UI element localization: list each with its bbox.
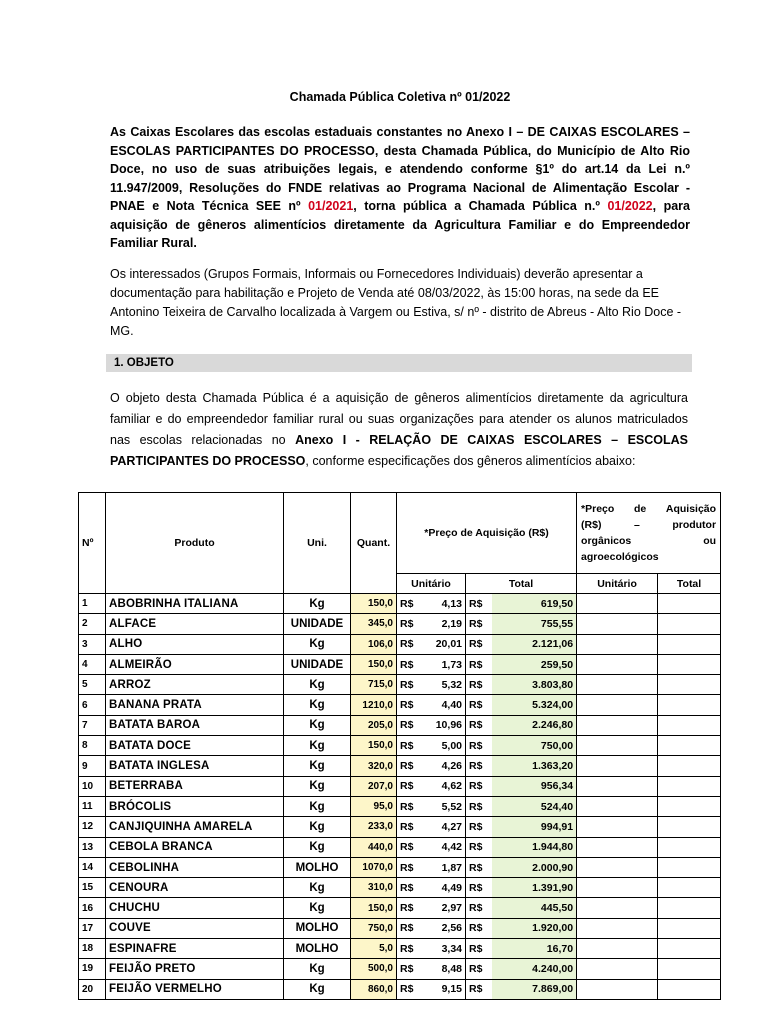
row-quantity: 233,0 — [351, 817, 397, 837]
row-total-organic — [658, 878, 721, 898]
row-number: 8 — [79, 736, 106, 756]
row-total: 2.121,06 — [492, 634, 577, 654]
row-unit: Kg — [284, 959, 351, 979]
row-unit-price-organic — [577, 675, 658, 695]
row-total: 3.803,80 — [492, 675, 577, 695]
row-unit-price-organic — [577, 614, 658, 634]
row-currency: R$ — [466, 898, 492, 918]
row-unit-price-organic — [577, 817, 658, 837]
row-unit: Kg — [284, 776, 351, 796]
row-product: ABOBRINHA ITALIANA — [106, 594, 284, 614]
row-unit-price: 1,87 — [423, 857, 466, 877]
row-currency: R$ — [397, 715, 423, 735]
row-quantity: 205,0 — [351, 715, 397, 735]
row-currency: R$ — [397, 857, 423, 877]
row-quantity: 150,0 — [351, 594, 397, 614]
row-number: 1 — [79, 594, 106, 614]
row-quantity: 150,0 — [351, 654, 397, 674]
row-number: 6 — [79, 695, 106, 715]
row-unit-price-organic — [577, 756, 658, 776]
row-currency: R$ — [397, 817, 423, 837]
row-unit-price-organic — [577, 776, 658, 796]
row-quantity: 207,0 — [351, 776, 397, 796]
row-total: 4.240,00 — [492, 959, 577, 979]
header-quantity: Quant. — [351, 493, 397, 594]
row-currency: R$ — [397, 675, 423, 695]
row-currency: R$ — [397, 654, 423, 674]
row-currency: R$ — [397, 695, 423, 715]
row-product: ARROZ — [106, 675, 284, 695]
table-row — [79, 979, 721, 999]
row-currency: R$ — [466, 939, 492, 959]
row-currency: R$ — [466, 715, 492, 735]
row-unit-price: 4,62 — [423, 776, 466, 796]
row-unit: Kg — [284, 837, 351, 857]
row-product: ALMEIRÃO — [106, 654, 284, 674]
row-product: CHUCHU — [106, 898, 284, 918]
row-quantity: 715,0 — [351, 675, 397, 695]
row-quantity: 5,0 — [351, 939, 397, 959]
row-number: 5 — [79, 675, 106, 695]
row-product: BATATA INGLESA — [106, 756, 284, 776]
row-currency: R$ — [397, 776, 423, 796]
row-currency: R$ — [397, 979, 423, 999]
row-unit: Kg — [284, 898, 351, 918]
row-number: 9 — [79, 756, 106, 776]
row-total-organic — [658, 776, 721, 796]
row-currency: R$ — [397, 594, 423, 614]
row-quantity: 320,0 — [351, 756, 397, 776]
row-unit-price: 5,52 — [423, 796, 466, 816]
table-row — [79, 634, 721, 654]
org-word: agroecológicos — [581, 551, 659, 563]
row-product: ESPINAFRE — [106, 939, 284, 959]
row-unit-price: 2,19 — [423, 614, 466, 634]
row-unit: Kg — [284, 594, 351, 614]
row-unit-price: 2,56 — [423, 918, 466, 938]
row-unit-price-organic — [577, 857, 658, 877]
table-row — [79, 736, 721, 756]
row-number: 20 — [79, 979, 106, 999]
row-quantity: 1210,0 — [351, 695, 397, 715]
row-unit-price-organic — [577, 695, 658, 715]
table-row — [79, 796, 721, 816]
row-currency: R$ — [466, 918, 492, 938]
row-unit: Kg — [284, 715, 351, 735]
table-row — [79, 918, 721, 938]
row-total-organic — [658, 796, 721, 816]
row-product: ALFACE — [106, 614, 284, 634]
row-product: BATATA DOCE — [106, 736, 284, 756]
row-number: 15 — [79, 878, 106, 898]
row-unit: Kg — [284, 756, 351, 776]
row-unit-price-organic — [577, 736, 658, 756]
header-unit-price-organic: Unitário — [577, 574, 658, 594]
table-row — [79, 756, 721, 776]
row-quantity: 95,0 — [351, 796, 397, 816]
row-product: CANJIQUINHA AMARELA — [106, 817, 284, 837]
row-total: 956,34 — [492, 776, 577, 796]
row-number: 11 — [79, 796, 106, 816]
org-word: – — [633, 519, 640, 531]
row-currency: R$ — [397, 939, 423, 959]
row-unit: Kg — [284, 796, 351, 816]
row-currency: R$ — [466, 837, 492, 857]
row-number: 18 — [79, 939, 106, 959]
row-product: BATATA BAROA — [106, 715, 284, 735]
object-annex-ref: Anexo I - RELAÇÃO DE CAIXAS ESCOLARES – ESCOLAS PARTICIPANTES DO PROCESSO — [110, 433, 688, 468]
row-unit-price: 4,40 — [423, 695, 466, 715]
object-text-1: O objeto desta Chamada Pública é a aquisição de gêneros alimentícios diretamente da agricultura familiar e do empreendedor familiar rural ou suas organizações para atender os alunos matriculados nas escolas relacionadas no — [110, 391, 688, 447]
row-unit: MOLHO — [284, 857, 351, 877]
row-currency: R$ — [466, 654, 492, 674]
row-total-organic — [658, 898, 721, 918]
row-currency: R$ — [466, 817, 492, 837]
row-total-organic — [658, 594, 721, 614]
org-word: Aquisição — [665, 503, 717, 515]
row-total: 1.920,00 — [492, 918, 577, 938]
row-unit: Kg — [284, 634, 351, 654]
org-word: orgânicos — [581, 535, 632, 547]
row-quantity: 310,0 — [351, 878, 397, 898]
row-total: 259,50 — [492, 654, 577, 674]
row-unit: Kg — [284, 675, 351, 695]
row-currency: R$ — [466, 634, 492, 654]
intro-ref-2: 01/2022 — [607, 199, 653, 213]
row-total: 1.944,80 — [492, 837, 577, 857]
table-row — [79, 817, 721, 837]
row-unit-price: 9,15 — [423, 979, 466, 999]
row-currency: R$ — [397, 918, 423, 938]
row-unit-price: 4,13 — [423, 594, 466, 614]
row-quantity: 500,0 — [351, 959, 397, 979]
row-total-organic — [658, 634, 721, 654]
row-unit-price-organic — [577, 959, 658, 979]
table-row — [79, 878, 721, 898]
row-number: 13 — [79, 837, 106, 857]
row-total-organic — [658, 675, 721, 695]
header-unit: Uni. — [284, 493, 351, 594]
org-word: produtor — [672, 519, 717, 531]
row-product: CEBOLA BRANCA — [106, 837, 284, 857]
intro-paragraph — [110, 123, 690, 253]
row-currency: R$ — [397, 959, 423, 979]
row-unit-price-organic — [577, 878, 658, 898]
row-currency: R$ — [466, 756, 492, 776]
header-unit-price: Unitário — [397, 574, 466, 594]
row-quantity: 1070,0 — [351, 857, 397, 877]
row-product: ALHO — [106, 634, 284, 654]
row-number: 2 — [79, 614, 106, 634]
row-quantity: 860,0 — [351, 979, 397, 999]
org-word: *Preço — [581, 503, 615, 515]
row-total-organic — [658, 837, 721, 857]
row-unit-price: 4,26 — [423, 756, 466, 776]
table-row — [79, 837, 721, 857]
row-unit-price-organic — [577, 796, 658, 816]
row-quantity: 750,0 — [351, 918, 397, 938]
header-total: Total — [466, 574, 577, 594]
row-total: 16,70 — [492, 939, 577, 959]
row-quantity: 345,0 — [351, 614, 397, 634]
table-body — [79, 594, 721, 1000]
row-product: FEIJÃO VERMELHO — [106, 979, 284, 999]
header-price-organic — [577, 493, 721, 574]
row-number: 3 — [79, 634, 106, 654]
row-currency: R$ — [466, 878, 492, 898]
row-currency: R$ — [466, 979, 492, 999]
row-total-organic — [658, 695, 721, 715]
row-currency: R$ — [466, 695, 492, 715]
row-total-organic — [658, 756, 721, 776]
row-currency: R$ — [466, 796, 492, 816]
row-total: 2.000,90 — [492, 857, 577, 877]
row-currency: R$ — [466, 959, 492, 979]
row-unit-price: 1,73 — [423, 654, 466, 674]
row-total-organic — [658, 614, 721, 634]
intro-ref-1: 01/2021 — [308, 199, 354, 213]
intro-text-2: , torna pública a Chamada Pública n.º — [353, 199, 608, 213]
row-product: FEIJÃO PRETO — [106, 959, 284, 979]
row-total: 750,00 — [492, 736, 577, 756]
row-quantity: 106,0 — [351, 634, 397, 654]
row-total-organic — [658, 736, 721, 756]
row-unit: UNIDADE — [284, 614, 351, 634]
row-unit-price: 10,96 — [423, 715, 466, 735]
header-price: *Preço de Aquisição (R$) — [397, 493, 577, 574]
row-unit-price: 4,49 — [423, 878, 466, 898]
row-number: 7 — [79, 715, 106, 735]
table-row — [79, 695, 721, 715]
row-unit-price: 2,97 — [423, 898, 466, 918]
table-row — [79, 898, 721, 918]
row-number: 17 — [79, 918, 106, 938]
row-unit-price: 4,27 — [423, 817, 466, 837]
row-currency: R$ — [466, 594, 492, 614]
row-unit-price-organic — [577, 939, 658, 959]
row-quantity: 440,0 — [351, 837, 397, 857]
section-heading: 1. OBJETO — [106, 354, 692, 372]
row-product: BETERRABA — [106, 776, 284, 796]
row-total: 994,91 — [492, 817, 577, 837]
row-currency: R$ — [466, 675, 492, 695]
row-currency: R$ — [397, 614, 423, 634]
table-row — [79, 614, 721, 634]
table-row — [79, 715, 721, 735]
row-currency: R$ — [397, 796, 423, 816]
object-text-2: , conforme especificações dos gêneros alimentícios abaixo: — [305, 454, 636, 468]
row-total-organic — [658, 959, 721, 979]
object-paragraph — [110, 388, 688, 472]
org-word: de — [633, 503, 647, 515]
row-currency: R$ — [466, 736, 492, 756]
row-number: 14 — [79, 857, 106, 877]
row-unit-price-organic — [577, 594, 658, 614]
row-unit-price-organic — [577, 634, 658, 654]
header-product: Produto — [106, 493, 284, 594]
intro-text-1: As Caixas Escolares das escolas estaduais constantes no Anexo I – DE CAIXAS ESCOLARES – ESCOLAS PARTICIPANTES DO PROCESSO, desta Chamada Pública, do Município de Alto Rio Doce, no uso de suas atribuições legais, e atendendo conforme §1º do art.14 da Lei n.º 11.947/2009, Resoluções do FNDE relativas ao Programa Nacional de Alimentação Escolar - PNAE e Nota Técnica SEE nº — [110, 125, 690, 213]
row-unit-price-organic — [577, 654, 658, 674]
row-unit: Kg — [284, 695, 351, 715]
row-total-organic — [658, 939, 721, 959]
org-word: (R$) — [581, 519, 602, 531]
header-total-organic: Total — [658, 574, 721, 594]
row-currency: R$ — [397, 878, 423, 898]
row-number: 10 — [79, 776, 106, 796]
row-total-organic — [658, 857, 721, 877]
row-product: COUVE — [106, 918, 284, 938]
row-total: 2.246,80 — [492, 715, 577, 735]
row-number: 16 — [79, 898, 106, 918]
row-unit-price: 3,34 — [423, 939, 466, 959]
row-total-organic — [658, 715, 721, 735]
row-total: 5.324,00 — [492, 695, 577, 715]
row-product: BRÓCOLIS — [106, 796, 284, 816]
row-currency: R$ — [397, 898, 423, 918]
row-unit: UNIDADE — [284, 654, 351, 674]
row-total: 1.391,90 — [492, 878, 577, 898]
row-unit-price-organic — [577, 918, 658, 938]
row-currency: R$ — [397, 634, 423, 654]
row-number: 19 — [79, 959, 106, 979]
row-total-organic — [658, 654, 721, 674]
row-total: 1.363,20 — [492, 756, 577, 776]
row-unit: MOLHO — [284, 918, 351, 938]
row-total-organic — [658, 817, 721, 837]
table-row — [79, 959, 721, 979]
row-unit-price: 4,42 — [423, 837, 466, 857]
deadline-paragraph: Os interessados (Grupos Formais, Informais ou Fornecedores Individuais) deverão apresentar a documentação para habilitação e Projeto de Venda até 08/03/2022, às 15:00 horas, na sede da EE Antonino Teixeira de Carvalho localizada à Vargem ou Estiva, s/ nº - distrito de Abreus - Alto Rio Doce - MG. — [110, 267, 682, 338]
row-currency: R$ — [397, 756, 423, 776]
table-row — [79, 675, 721, 695]
page-title: Chamada Pública Coletiva nº 01/2022 — [289, 90, 511, 104]
row-unit: MOLHO — [284, 939, 351, 959]
row-total-organic — [658, 918, 721, 938]
table-row — [79, 857, 721, 877]
header-number: Nº — [79, 493, 106, 594]
row-currency: R$ — [466, 614, 492, 634]
org-word: ou — [703, 535, 717, 547]
row-currency: R$ — [397, 837, 423, 857]
intro-text-3: , para aquisição de gêneros alimentícios diretamente da Agricultura Familiar e do Empreendedor Familiar Rural. — [110, 199, 690, 250]
row-total-organic — [658, 979, 721, 999]
row-unit-price: 5,32 — [423, 675, 466, 695]
row-unit: Kg — [284, 878, 351, 898]
row-quantity: 150,0 — [351, 898, 397, 918]
row-total: 524,40 — [492, 796, 577, 816]
row-unit: Kg — [284, 817, 351, 837]
row-number: 12 — [79, 817, 106, 837]
table-row — [79, 776, 721, 796]
row-unit-price: 8,48 — [423, 959, 466, 979]
row-total: 7.869,00 — [492, 979, 577, 999]
table-row — [79, 594, 721, 614]
row-total: 755,55 — [492, 614, 577, 634]
row-currency: R$ — [397, 736, 423, 756]
row-unit-price-organic — [577, 715, 658, 735]
row-unit: Kg — [284, 736, 351, 756]
row-unit-price: 5,00 — [423, 736, 466, 756]
row-product: CEBOLINHA — [106, 857, 284, 877]
products-table — [78, 492, 721, 1000]
row-number: 4 — [79, 654, 106, 674]
row-total: 619,50 — [492, 594, 577, 614]
row-currency: R$ — [466, 857, 492, 877]
row-product: CENOURA — [106, 878, 284, 898]
row-unit-price: 20,01 — [423, 634, 466, 654]
row-total: 445,50 — [492, 898, 577, 918]
row-unit-price-organic — [577, 837, 658, 857]
row-currency: R$ — [466, 776, 492, 796]
row-unit-price-organic — [577, 898, 658, 918]
row-product: BANANA PRATA — [106, 695, 284, 715]
table-row — [79, 939, 721, 959]
row-unit-price-organic — [577, 979, 658, 999]
table-row — [79, 654, 721, 674]
row-quantity: 150,0 — [351, 736, 397, 756]
row-unit: Kg — [284, 979, 351, 999]
